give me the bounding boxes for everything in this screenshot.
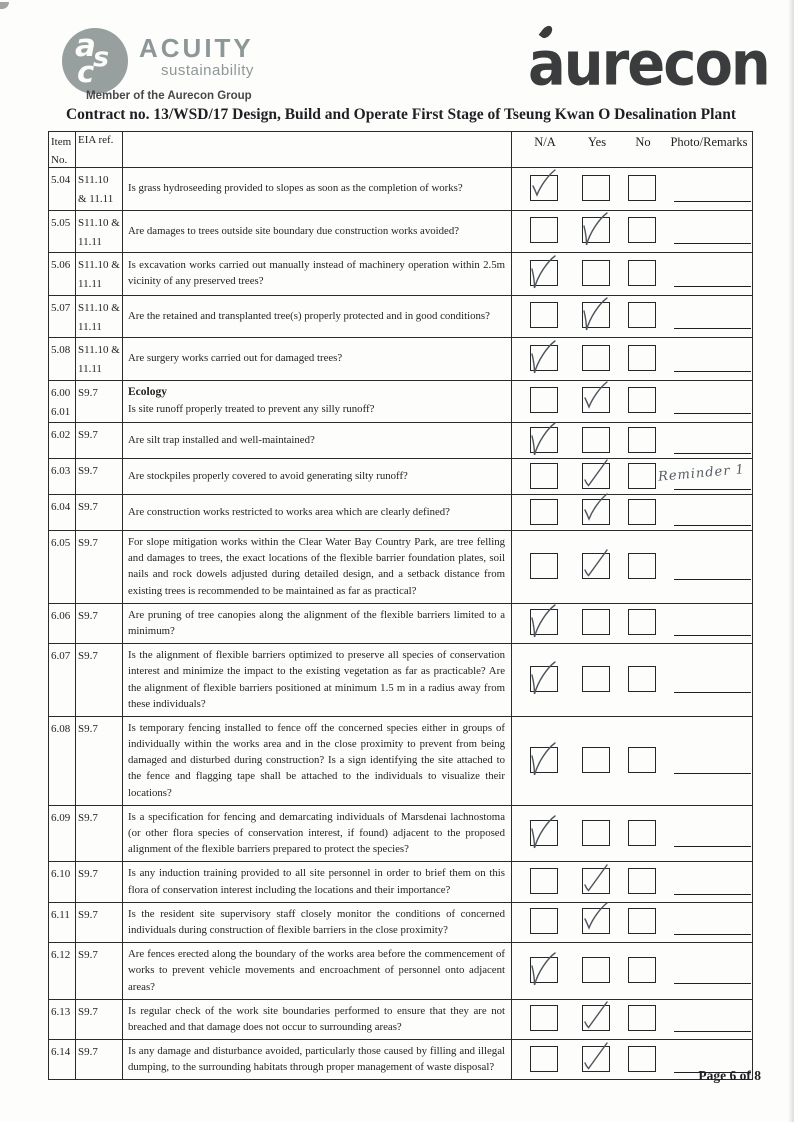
checkbox-no[interactable]	[628, 499, 656, 525]
eia-ref-cell	[76, 296, 123, 338]
col-header-na: N/A	[534, 135, 556, 149]
question-text: Are damages to trees outside site boundary due construction works avoided?	[128, 224, 460, 237]
checkbox-na[interactable]	[530, 553, 558, 579]
checkbox-yes[interactable]	[582, 868, 610, 894]
item-no-cell	[49, 903, 76, 942]
eia-ref-cell	[76, 717, 123, 805]
eia-ref-cell	[76, 168, 123, 210]
checkbox-yes[interactable]	[582, 217, 610, 243]
checkbox-na[interactable]	[530, 820, 558, 846]
checkbox-no[interactable]	[628, 820, 656, 846]
checkbox-na[interactable]	[530, 463, 558, 489]
checkbox-yes[interactable]	[582, 387, 610, 413]
answer-cell	[512, 253, 752, 295]
aurecon-wordmark: aurecon	[528, 29, 769, 100]
handwritten-tick-icon	[525, 812, 563, 854]
question-text: Is the resident site supervisory staff closely monitor the conditions of concerned individuals during construction of flexible barriers in the close proximity?	[128, 907, 505, 936]
handwritten-tick-icon	[525, 337, 563, 379]
col-header-yes: Yes	[587, 135, 607, 149]
eia-ref: & 11.11	[78, 193, 114, 206]
handwritten-tick-icon	[525, 419, 563, 461]
remarks-line	[674, 983, 751, 984]
eia-ref-cell	[76, 806, 123, 862]
eia-ref: S11.10 &	[78, 344, 120, 356]
item-number: 6.10	[51, 868, 71, 881]
answer-cell	[512, 644, 752, 716]
item-number: 6.02	[51, 429, 71, 441]
checkbox-na[interactable]	[530, 609, 558, 635]
item-number: 6.08	[51, 722, 71, 735]
item-no-cell	[49, 168, 76, 210]
item-no-cell	[49, 806, 76, 862]
question-cell	[123, 338, 512, 380]
item-number: 6.07	[51, 650, 71, 663]
question-cell	[123, 1000, 512, 1039]
item-no-cell	[49, 644, 76, 716]
member-of-aurecon-text: Member of the Aurecon Group	[86, 90, 252, 102]
question-text: Is the alignment of flexible barriers optimized to preserve all species of conservation interest and minimize the impact to the existing vegetation as far as practicable? Are the alignment of flexible barriers positioned at minimum 1.5 m in a radius away from these individuals?	[128, 649, 505, 710]
checklist-row	[49, 531, 752, 604]
item-number: 5.07	[51, 301, 71, 314]
handwritten-tick-icon	[577, 900, 615, 942]
question-text: Is site runoff properly treated to prevent any silly runoff?	[128, 403, 375, 416]
question-text: Are silt trap installed and well-maintained?	[128, 433, 315, 446]
checkbox-na[interactable]	[530, 747, 558, 773]
remarks-line	[674, 243, 751, 244]
question-cell	[123, 644, 512, 716]
question-text: For slope mitigation works within the Clear Water Bay Country Park, are tree felling and damages to trees, the exact locations of the flexible barrier foundation plates, soil nails and rock dowels adjusted during detailed design, and a setback distance from existing trees is recommended to be maintained as far as practical?	[128, 536, 505, 597]
item-number: 5.04	[51, 174, 71, 186]
item-number: 5.08	[51, 344, 71, 356]
item-no-cell	[49, 862, 76, 901]
checkbox-no[interactable]	[628, 345, 656, 371]
question-cell	[123, 459, 512, 494]
handwritten-tick-icon	[577, 997, 615, 1039]
checkbox-na[interactable]	[530, 345, 558, 371]
col-header-no: No	[635, 135, 651, 149]
handwritten-tick-icon	[577, 379, 615, 421]
remarks-line	[674, 413, 751, 414]
eia-ref-cell	[76, 253, 123, 295]
eia-ref: S9.7	[78, 949, 98, 962]
remarks-line	[674, 773, 751, 774]
checkbox-na[interactable]	[530, 387, 558, 413]
item-no-cell	[49, 495, 76, 530]
handwritten-tick-icon	[577, 1038, 615, 1080]
item-number: 5.05	[51, 216, 71, 229]
answer-cell	[512, 211, 752, 253]
remarks-line	[674, 286, 751, 287]
eia-ref: S9.7	[78, 868, 98, 881]
question-text: Are surgery works carried out for damaged trees?	[128, 352, 343, 365]
eia-ref: S11.10 &	[78, 301, 120, 314]
eia-ref-cell	[76, 338, 123, 380]
item-no-cell	[49, 423, 76, 458]
checkbox-yes[interactable]	[582, 463, 610, 489]
checklist-row	[49, 1040, 752, 1079]
checklist-row	[49, 338, 752, 381]
eia-ref: S11.10	[78, 174, 109, 186]
col-header-item-line: No.	[51, 153, 68, 166]
question-cell	[123, 903, 512, 942]
checklist-row	[49, 381, 752, 424]
item-no-cell	[49, 296, 76, 338]
handwritten-tick-icon	[525, 601, 563, 643]
handwritten-remark: Reminder 1	[657, 461, 746, 485]
question-cell	[123, 211, 512, 253]
eia-ref-cell	[76, 381, 123, 423]
answer-cell	[512, 381, 752, 423]
question-text: Are fences erected along the boundary of the works area before the commencement of works to prevent vehicle movements and encroachment of personnel onto adjacent areas?	[128, 948, 505, 993]
checkbox-yes[interactable]	[582, 666, 610, 692]
remarks-line	[674, 328, 751, 329]
question-cell	[123, 943, 512, 999]
checklist-row	[49, 943, 752, 1000]
checklist-row	[49, 1000, 752, 1040]
eia-ref-cell	[76, 459, 123, 494]
question-text: Are the retained and transplanted tree(s) properly protected and in good conditions?	[128, 309, 490, 322]
question-cell	[123, 495, 512, 530]
acuity-monogram-letter: s	[93, 42, 110, 73]
table-header-row	[49, 132, 752, 168]
handwritten-tick-icon	[577, 860, 615, 902]
eia-ref: S9.7	[78, 1005, 98, 1018]
acuity-logo	[62, 28, 128, 94]
item-no-cell	[49, 1000, 76, 1039]
eia-ref-cell	[76, 903, 123, 942]
question-cell	[123, 253, 512, 295]
checklist-row	[49, 296, 752, 339]
answer-cell	[512, 806, 752, 862]
item-number: 6.09	[51, 811, 71, 824]
question-text: Are pruning of tree canopies along the alignment of the flexible barriers limited to a minimum?	[128, 608, 505, 637]
checkbox-na[interactable]	[530, 908, 558, 934]
answer-cell	[512, 168, 752, 210]
page-number: Page 6 of 8	[698, 1068, 761, 1083]
checklist-row	[49, 862, 752, 902]
checkbox-no[interactable]	[628, 609, 656, 635]
eia-ref: S9.7	[78, 609, 98, 622]
question-text: Is temporary fencing installed to fence off the concerned species either in groups of individually within the works area and in the close proximity to prevent from being damaged and disturbed during construction? Is a sign identifying the site attached to the fence and flagging tape shall be attached to the individuals to visualize their locations?	[128, 721, 505, 799]
checklist-row	[49, 459, 752, 495]
question-cell	[123, 862, 512, 901]
answer-cell	[512, 531, 752, 603]
remarks-line	[674, 525, 751, 526]
checkbox-no[interactable]	[628, 260, 656, 286]
handwritten-tick-icon	[577, 491, 615, 533]
question-cell	[123, 381, 512, 423]
col-header-answers	[512, 132, 752, 167]
answer-cell	[512, 495, 752, 530]
checkbox-yes[interactable]	[582, 499, 610, 525]
remarks-line	[674, 489, 751, 490]
item-no-cell	[49, 338, 76, 380]
answer-cell	[512, 717, 752, 805]
checkbox-yes[interactable]	[582, 1005, 610, 1031]
handwritten-tick-icon	[525, 252, 563, 294]
eia-ref-cell	[76, 1000, 123, 1039]
col-header-question	[123, 132, 512, 167]
handwritten-tick-icon	[577, 294, 615, 336]
answer-cell	[512, 338, 752, 380]
checkbox-no[interactable]	[628, 868, 656, 894]
eia-ref: S9.7	[78, 501, 98, 513]
item-number: 6.06	[51, 609, 71, 622]
item-number: 6.13	[51, 1005, 71, 1018]
remarks-line	[674, 635, 751, 636]
remarks-line	[674, 579, 751, 580]
checkbox-na[interactable]	[530, 957, 558, 983]
item-number: 6.00	[51, 386, 71, 399]
checkbox-na[interactable]	[530, 868, 558, 894]
item-number: 6.01	[51, 405, 71, 418]
checkbox-na[interactable]	[530, 499, 558, 525]
item-no-cell	[49, 1040, 76, 1079]
eia-ref: 11.11	[78, 278, 102, 291]
checkbox-no[interactable]	[628, 666, 656, 692]
eia-ref: S9.7	[78, 386, 98, 399]
checkbox-no[interactable]	[628, 387, 656, 413]
eia-ref: S9.7	[78, 908, 98, 921]
question-cell	[123, 168, 512, 210]
handwritten-tick-icon	[525, 949, 563, 991]
question-text: Is regular check of the work site boundaries performed to ensure that they are not breached and that damage does not occur to surrounding areas?	[128, 1004, 505, 1033]
checkbox-yes[interactable]	[582, 260, 610, 286]
item-no-cell	[49, 211, 76, 253]
checklist-row	[49, 604, 752, 644]
checkbox-na[interactable]	[530, 302, 558, 328]
remarks-line	[674, 371, 751, 372]
remarks-line	[674, 201, 751, 202]
answer-cell	[512, 604, 752, 643]
checkbox-na[interactable]	[530, 666, 558, 692]
checkbox-no[interactable]	[628, 747, 656, 773]
checkbox-no[interactable]	[628, 217, 656, 243]
eia-ref: S9.7	[78, 811, 98, 824]
scan-artifact	[0, 2, 9, 9]
checkbox-na[interactable]	[530, 1046, 558, 1072]
remarks-line	[674, 453, 751, 454]
eia-ref: S9.7	[78, 650, 98, 663]
question-cell	[123, 531, 512, 603]
checkbox-na[interactable]	[530, 427, 558, 453]
checklist-row	[49, 423, 752, 459]
checkbox-no[interactable]	[628, 908, 656, 934]
checkbox-yes[interactable]	[582, 553, 610, 579]
item-no-cell	[49, 459, 76, 494]
remarks-line	[674, 692, 751, 693]
checkbox-yes[interactable]	[582, 427, 610, 453]
eia-ref: 11.11	[78, 320, 102, 333]
checkbox-yes[interactable]	[582, 175, 610, 201]
col-header-item-no	[49, 132, 76, 167]
checklist-row	[49, 806, 752, 863]
aurecon-logo	[528, 22, 769, 100]
checklist-table	[48, 131, 753, 1080]
remarks-line	[674, 1031, 751, 1032]
eia-ref: S9.7	[78, 1046, 98, 1059]
question-text: Is any induction training provided to all site personnel in order to brief them on this flora of conservation interest including the locations and their importance?	[128, 867, 505, 896]
eia-ref-cell	[76, 644, 123, 716]
item-number: 6.11	[51, 908, 70, 921]
handwritten-tick-icon	[525, 739, 563, 781]
eia-ref-cell	[76, 943, 123, 999]
question-text: Is grass hydroseeding provided to slopes as soon as the completion of works?	[128, 182, 463, 195]
col-header-item-line: Item	[51, 136, 72, 148]
checkbox-no[interactable]	[628, 553, 656, 579]
checkbox-yes[interactable]	[582, 957, 610, 983]
question-cell	[123, 806, 512, 862]
question-cell	[123, 296, 512, 338]
handwritten-tick-icon	[525, 658, 563, 700]
remarks-line	[674, 846, 751, 847]
answer-cell	[512, 943, 752, 999]
item-no-cell	[49, 253, 76, 295]
table-body	[49, 168, 752, 1079]
answer-cell	[512, 862, 752, 901]
checkbox-no[interactable]	[628, 1046, 656, 1072]
question-cell	[123, 604, 512, 643]
eia-ref-cell	[76, 604, 123, 643]
question-text: Are stockpiles properly covered to avoid generating silty runoff?	[128, 469, 408, 482]
checklist-row	[49, 717, 752, 806]
handwritten-tick-icon	[525, 167, 563, 209]
eia-ref: 11.11	[78, 235, 102, 248]
checkbox-no[interactable]	[628, 302, 656, 328]
item-number: 6.12	[51, 949, 71, 962]
acuity-wordmark: ACUITY	[139, 33, 254, 63]
remarks-line	[674, 934, 751, 935]
checkbox-yes[interactable]	[582, 345, 610, 371]
remarks-line	[674, 894, 751, 895]
eia-ref: S11.10 &	[78, 216, 120, 229]
question-cell	[123, 1040, 512, 1079]
answer-cell	[512, 903, 752, 942]
eia-ref: S9.7	[78, 537, 98, 549]
checkbox-na[interactable]	[530, 1005, 558, 1031]
checkbox-na[interactable]	[530, 260, 558, 286]
item-no-cell	[49, 943, 76, 999]
checkbox-no[interactable]	[628, 427, 656, 453]
answer-cell	[512, 459, 752, 494]
checklist-row	[49, 253, 752, 296]
checkbox-yes[interactable]	[582, 820, 610, 846]
answer-cell	[512, 296, 752, 338]
question-text: Are construction works restricted to works area which are clearly defined?	[128, 505, 450, 518]
eia-ref-cell	[76, 495, 123, 530]
checkbox-no[interactable]	[628, 1005, 656, 1031]
checkbox-yes[interactable]	[582, 609, 610, 635]
checkbox-yes[interactable]	[582, 908, 610, 934]
eia-ref-cell	[76, 1040, 123, 1079]
answer-cell	[512, 1000, 752, 1039]
checklist-row	[49, 903, 752, 943]
acuity-tagline: sustainability	[161, 62, 254, 79]
item-number: 6.03	[51, 465, 71, 477]
item-number: 5.06	[51, 259, 71, 271]
acuity-monogram-letter: a	[75, 28, 96, 64]
question-text: Is a specification for fencing and demarcating individuals of Marsdenai lachnostoma (or other flora species of conservation interest, if found) adjacent to the proposed alignment of the flexible barriers prepared to protect the species?	[128, 810, 505, 856]
eia-ref: S9.7	[78, 722, 98, 735]
checkbox-na[interactable]	[530, 217, 558, 243]
item-number: 6.05	[51, 537, 71, 549]
checklist-row	[49, 211, 752, 254]
eia-ref-cell	[76, 862, 123, 901]
checkbox-yes[interactable]	[582, 1046, 610, 1072]
question-text: Is excavation works carried out manually instead of machinery operation within 2.5m vicinity of any preserved trees?	[128, 259, 505, 288]
item-no-cell	[49, 604, 76, 643]
checklist-row	[49, 168, 752, 211]
eia-ref: S9.7	[78, 465, 98, 477]
question-cell	[123, 423, 512, 458]
checkbox-na[interactable]	[530, 175, 558, 201]
item-number: 6.14	[51, 1046, 71, 1059]
checkbox-yes[interactable]	[582, 302, 610, 328]
checkbox-no[interactable]	[628, 175, 656, 201]
section-heading: Ecology	[128, 386, 167, 399]
item-no-cell	[49, 531, 76, 603]
handwritten-tick-icon	[577, 545, 615, 587]
col-header-photo-remarks: Photo/Remarks	[670, 135, 748, 149]
handwritten-tick-icon	[577, 209, 615, 251]
checkbox-no[interactable]	[628, 463, 656, 489]
scan-edge	[788, 0, 794, 1122]
checkbox-no[interactable]	[628, 957, 656, 983]
eia-ref: S11.10 &	[78, 259, 120, 271]
answer-cell	[512, 423, 752, 458]
contract-title: Contract no. 13/WSD/17 Design, Build and Operate First Stage of Tseung Kwan O Desalination Plant	[65, 106, 736, 123]
col-header-eia-ref: EIA ref.	[76, 132, 123, 167]
question-cell	[123, 717, 512, 805]
item-no-cell	[49, 381, 76, 423]
acuity-monogram-letter: c	[77, 55, 95, 89]
checklist-row	[49, 644, 752, 717]
eia-ref-cell	[76, 211, 123, 253]
eia-ref-cell	[76, 531, 123, 603]
question-text: Is any damage and disturbance avoided, particularly those caused by filling and illegal dumping, to the surrounding habitats through proper management of waste disposal?	[128, 1045, 505, 1074]
eia-ref-cell	[76, 423, 123, 458]
checkbox-yes[interactable]	[582, 747, 610, 773]
item-number: 6.04	[51, 501, 71, 513]
eia-ref: S9.7	[78, 429, 98, 441]
eia-ref: 11.11	[78, 363, 102, 376]
checklist-row	[49, 495, 752, 531]
item-no-cell	[49, 717, 76, 805]
